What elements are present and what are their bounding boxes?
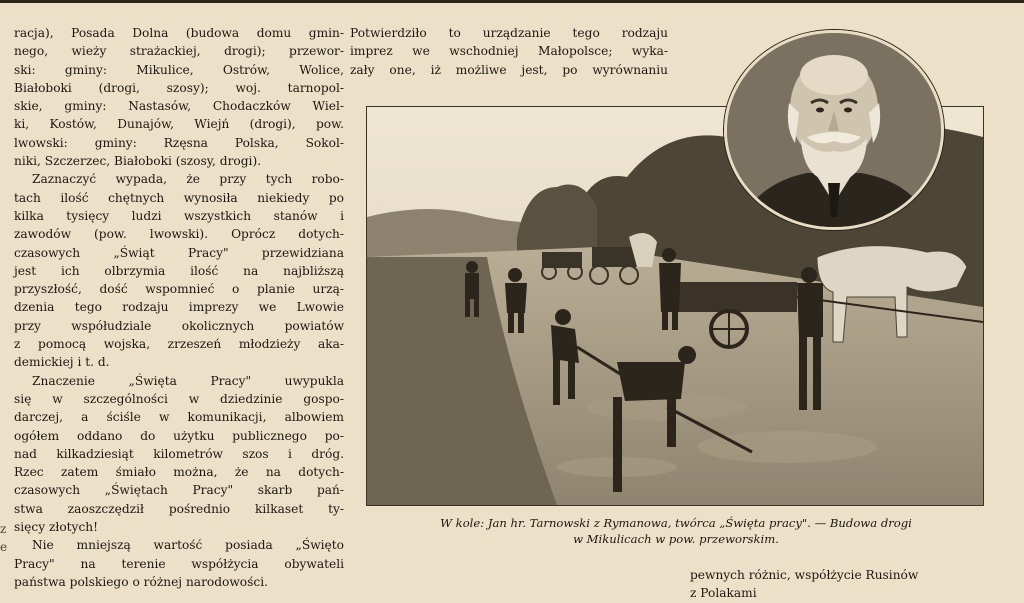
left-article-column: [14, 24, 344, 591]
text-line: lwowski: gminy: Rzęsna Polska, Sokol-: [14, 135, 344, 150]
paragraph-significance: [14, 372, 344, 537]
text-line: się w szczególności w dziedzinie gospo-: [14, 391, 344, 406]
text-line: Rzec zatem śmiało można, że na dotych-: [14, 465, 344, 480]
text-line: czasowych „Świętach Pracy" skarb pań-: [14, 483, 344, 498]
text-line: dzenia tego rodzaju imprezy we Lwowie: [14, 300, 344, 315]
text-line: przy współudziale okolicznych powiatów: [14, 318, 344, 333]
photo-caption: [356, 516, 996, 547]
text-line: racja), Posada Dolna (budowa domu gmin-: [14, 26, 344, 40]
text-line: nad kilkadziesiąt kilometrów szos i dróg.: [14, 446, 344, 461]
text-line: Potwierdziło to urządzanie tego rodzaju: [350, 26, 668, 40]
margin-marks: [0, 520, 8, 556]
paragraph-coexistence: [14, 536, 344, 591]
margin-mark: z: [0, 522, 7, 536]
text-line: jest ich olbrzymia ilość na najbliższą: [14, 263, 344, 278]
paragraph-districts: [14, 24, 344, 170]
text-line: niki, Szczerzec, Białoboki (szosy, drogi).: [14, 154, 262, 169]
margin-mark: e: [0, 540, 8, 554]
text-line: demickiej i t. d.: [14, 355, 110, 370]
text-line: tach ilość chętnych wynosiła niekiedy po: [14, 190, 344, 205]
right-article-column-top: [350, 24, 668, 79]
text-line: ogółem oddano do użytku publicznego po-: [14, 428, 344, 443]
text-line: z Polakami: [690, 586, 757, 601]
text-line: przyszłość, dość wspomnieć o planie urzą-: [14, 282, 344, 297]
text-line: ski: gminy: Mikulice, Ostrów, Wolice,: [14, 62, 344, 77]
text-line: pewnych różnic, współżycie Rusinów: [690, 568, 919, 582]
text-line: Nie mniejszą wartość posiada „Święto: [32, 538, 344, 553]
text-line: Zaznaczyć wypada, że przy tych robo-: [32, 172, 344, 187]
text-line: ki, Kostów, Dunajów, Wiejń (drogi), pow.: [14, 117, 344, 132]
caption-line: W kole: Jan hr. Tarnowski z Rymanowa, twórca „Święta pracy". — Budowa drogi: [440, 516, 912, 530]
text-line: państwa polskiego o różnej narodowości.: [14, 574, 268, 589]
paragraph-volunteers: [14, 170, 344, 371]
text-line: sięcy złotych!: [14, 520, 99, 535]
portrait-photo-tarnowski: [724, 30, 944, 230]
text-line: Białoboki (drogi, szosy); woj. tarnopol-: [14, 80, 344, 95]
right-article-column-continuation: [690, 566, 1010, 603]
text-line: zały one, iż możliwe jest, po wyrównaniu: [350, 62, 668, 77]
top-rule: [0, 0, 1024, 3]
text-line: darczej, a ściśle w komunikacji, albowiem: [14, 410, 344, 425]
text-line: kilka tysięcy ludzi wszystkich stanów i: [14, 208, 344, 223]
text-line: stwa zaoszczędził pośrednio kilkaset ty-: [14, 501, 344, 516]
text-line: zawodów (pow. lwowski). Oprócz dotych-: [14, 227, 344, 242]
text-line: nego, wieży strażackiej, drogi); przewor-: [14, 44, 344, 59]
text-line: z pomocą wojska, zrzeszeń młodzieży aka-: [14, 337, 344, 352]
text-line: Pracy" na terenie współżycia obywateli: [14, 556, 344, 571]
text-line: czasowych „Świąt Pracy" przewidziana: [14, 245, 344, 260]
caption-line: w Mikulicach w pow. przeworskim.: [573, 531, 779, 546]
text-line: imprez we wschodniej Małopolsce; wyka-: [350, 44, 668, 59]
text-line: skie, gminy: Nastasów, Chodaczków Wiel-: [14, 99, 344, 114]
text-line: Znaczenie „Święta Pracy" uwypukla: [32, 373, 344, 388]
